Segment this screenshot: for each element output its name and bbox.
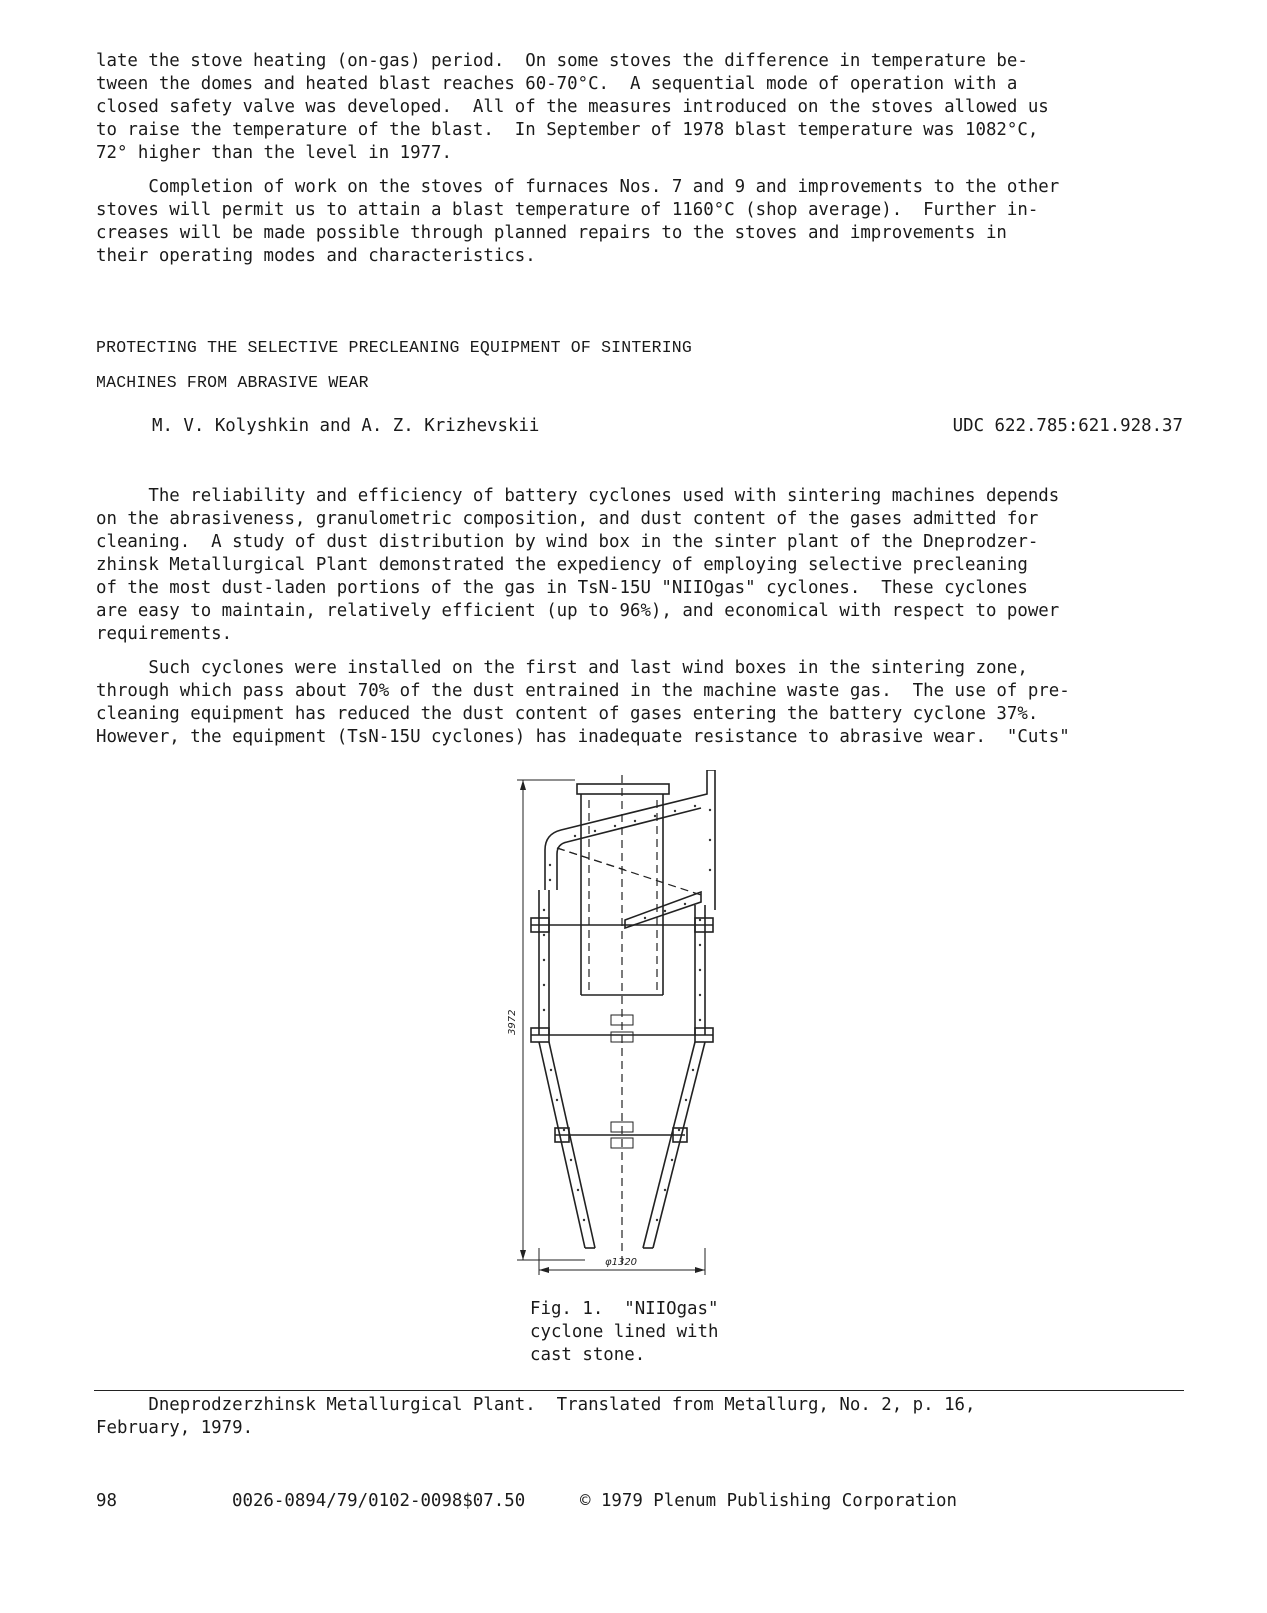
text-line: to raise the temperature of the blast. In September of 1978 blast temperature was 1082°C, bbox=[96, 120, 1039, 140]
article-title-line-2: MACHINES FROM ABRASIVE WEAR bbox=[96, 373, 369, 392]
text-line: their operating modes and characteristics. bbox=[96, 246, 536, 266]
text-line: on the abrasiveness, granulometric composition, and dust content of the gases admitted for bbox=[96, 509, 1039, 529]
text-line: 72° higher than the level in 1977. bbox=[96, 143, 452, 163]
text-line: However, the equipment (TsN-15U cyclones) has inadequate resistance to abrasive wear. "Cuts" bbox=[96, 727, 1070, 747]
height-dimension-label: 3972 bbox=[507, 1009, 518, 1035]
text-line: are easy to maintain, relatively efficient (up to 96%), and economical with respect to power bbox=[96, 601, 1060, 621]
caption-line: cyclone lined with bbox=[530, 1322, 719, 1342]
text-line: stoves will permit us to attain a blast temperature of 1160°C (shop average). Further in- bbox=[96, 200, 1039, 220]
footnote-divider bbox=[94, 1390, 1184, 1391]
caption-line: Fig. 1. "NIIOgas" bbox=[530, 1299, 719, 1319]
text-line: late the stove heating (on-gas) period. On some stoves the difference in temperature be- bbox=[96, 51, 1028, 71]
figure-caption bbox=[530, 1298, 718, 1367]
text-line: cleaning equipment has reduced the dust content of gases entering the battery cyclone 37%. bbox=[96, 704, 1039, 724]
text-line: requirements. bbox=[96, 624, 233, 644]
text-line: creases will be made possible through planned repairs to the stoves and improvements in bbox=[96, 223, 1007, 243]
article-title-line-1: PROTECTING THE SELECTIVE PRECLEANING EQUIPMENT OF SINTERING bbox=[96, 338, 692, 357]
article-code: 0026-0894/79/0102-0098$07.50 bbox=[232, 1491, 526, 1511]
text-line: The reliability and efficiency of battery cyclones used with sintering machines depends bbox=[96, 486, 1060, 506]
text-line: cleaning. A study of dust distribution by wind box in the sinter plant of the Dneprodzer- bbox=[96, 532, 1039, 552]
text-line: zhinsk Metallurgical Plant demonstrated the expediency of employing selective precleaning bbox=[96, 555, 1028, 575]
paragraph-4 bbox=[96, 657, 1186, 749]
text-line: closed safety valve was developed. All of the measures introduced on the stoves allowed us bbox=[96, 97, 1049, 117]
text-line: through which pass about 70% of the dust entrained in the machine waste gas. The use of pre- bbox=[96, 681, 1070, 701]
text-line: Completion of work on the stoves of furnaces Nos. 7 and 9 and improvements to the other bbox=[96, 177, 1060, 197]
footnote-line: Dneprodzerzhinsk Metallurgical Plant. Translated from Metallurg, No. 2, p. 16, bbox=[96, 1395, 976, 1415]
text-line: Such cyclones were installed on the first and last wind boxes in the sintering zone, bbox=[96, 658, 1028, 678]
page-number: 98 bbox=[96, 1491, 117, 1511]
cyclone-drawing bbox=[505, 770, 735, 1280]
text-line: tween the domes and heated blast reaches 60-70°C. A sequential mode of operation with a bbox=[96, 74, 1018, 94]
footnote bbox=[96, 1394, 975, 1440]
footnote-line: February, 1979. bbox=[96, 1418, 254, 1438]
text-line: of the most dust-laden portions of the gas in TsN-15U "NIIOgas" cyclones. These cyclones bbox=[96, 578, 1028, 598]
udc-code: UDC 622.785:621.928.37 bbox=[952, 416, 1183, 436]
width-dimension-label: φ1320 bbox=[605, 1257, 638, 1268]
paragraph-3 bbox=[96, 485, 1186, 646]
paragraph-1 bbox=[96, 50, 1186, 165]
caption-line: cast stone. bbox=[530, 1345, 646, 1365]
paragraph-2 bbox=[96, 176, 1186, 268]
article-authors: M. V. Kolyshkin and A. Z. Krizhevskii bbox=[152, 416, 540, 436]
copyright-notice: © 1979 Plenum Publishing Corporation bbox=[580, 1491, 957, 1511]
